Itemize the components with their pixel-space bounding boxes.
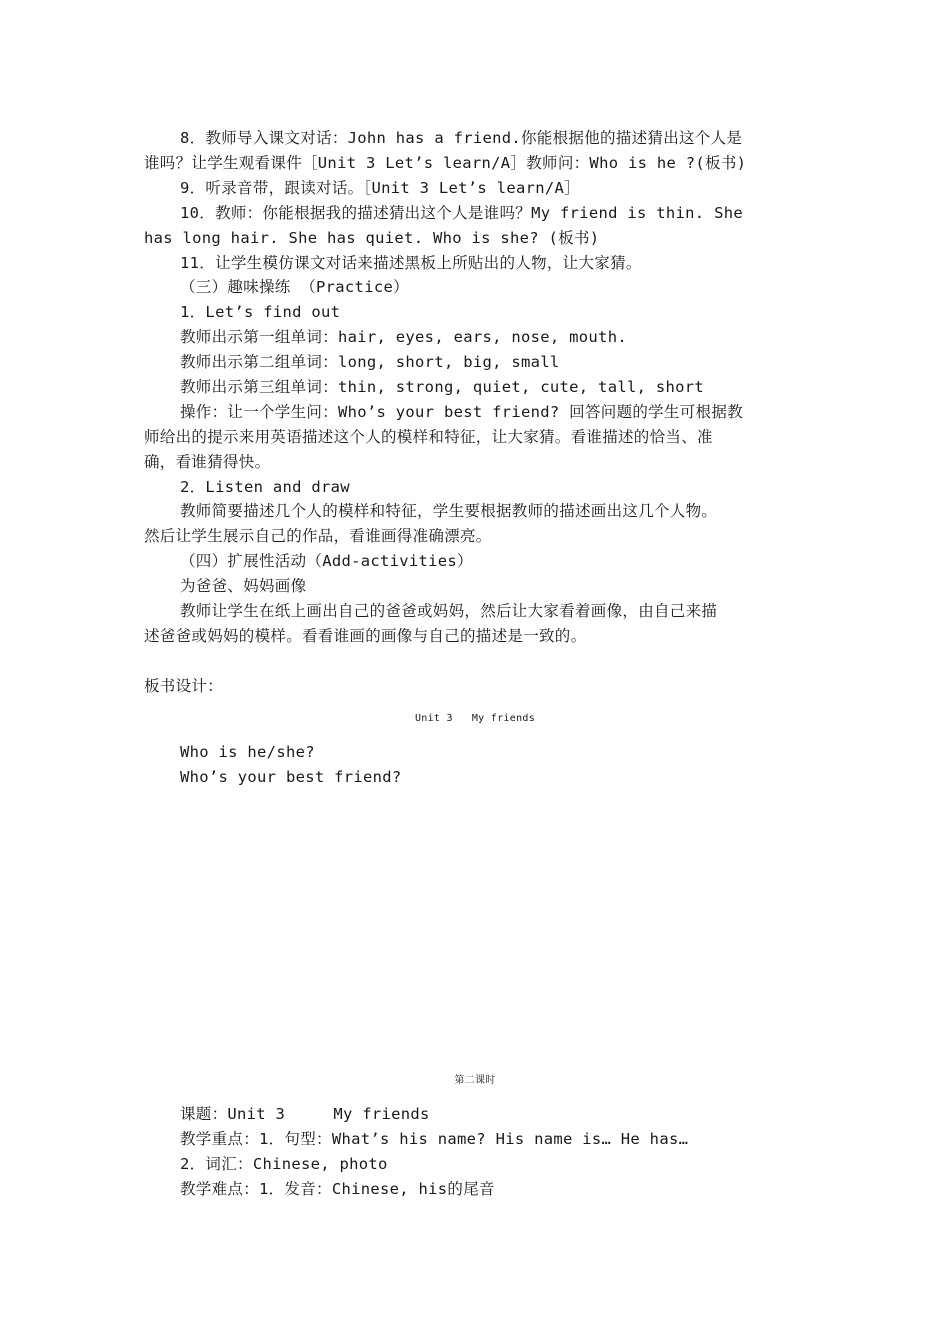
section-heading: （三）趣味操练 （Practice） (180, 278, 409, 296)
key-points: 教学重点：1．句型：What’s his name? His name is… He has… (180, 1130, 689, 1148)
activity-title: 1．Let’s find out (180, 303, 341, 321)
paragraph-line: 10．教师：你能根据我的描述猜出这个人是谁吗？My friend is thin. She (180, 204, 743, 222)
paragraph-line: 9．听录音带，跟读对话。［Unit 3 Let’s learn/A］ (180, 179, 580, 197)
paragraph-line: 谁吗？让学生观看课件［Unit 3 Let’s learn/A］教师问：Who is he ?(板书) (144, 154, 747, 172)
board-heading: 板书设计： (144, 677, 224, 695)
activity-title: 为爸爸、妈妈画像 (180, 577, 307, 595)
paragraph-line: 教师出示第一组单词：hair, eyes, ears, nose, mouth. (180, 328, 627, 346)
paragraph-line: 教师让学生在纸上画出自己的爸爸或妈妈，然后让大家看着画像，由自己来描 (180, 602, 718, 620)
paragraph-line: 教师出示第三组单词：thin, strong, quiet, cute, tall, short (180, 378, 705, 396)
board-line: Who is he/she? (180, 743, 315, 761)
activity-title: 2．Listen and draw (180, 478, 350, 496)
paragraph-line: 教师简要描述几个人的模样和特征，学生要根据教师的描述画出这几个人物。 (180, 502, 718, 520)
paragraph-line: has long hair. She has quiet. Who is she? (板书) (144, 229, 600, 247)
section-heading: （四）扩展性活动（Add-activities） (180, 552, 473, 570)
lesson-title: 第二课时 (454, 1075, 496, 1086)
lesson-topic: 课题：Unit 3 My friends (180, 1105, 430, 1123)
vocabulary: 2．词汇：Chinese, photo (180, 1155, 388, 1173)
paragraph-line: 教师出示第二组单词：long, short, big, small (180, 353, 560, 371)
paragraph-line: 8．教师导入课文对话：John has a friend.你能根据他的描述猜出这个人是 (180, 129, 743, 147)
paragraph-line: 11．让学生模仿课文对话来描述黑板上所贴出的人物，让大家猜。 (180, 254, 642, 272)
paragraph-line: 师给出的提示来用英语描述这个人的模样和特征，让大家猜。看谁描述的恰当、准 (144, 428, 713, 446)
board-title: Unit 3 My friends (414, 713, 536, 724)
difficult-points: 教学难点：1．发音：Chinese, his的尾音 (180, 1180, 495, 1198)
paragraph-line: 操作：让一个学生问：Who’s your best friend? 回答问题的学生可根据教 (180, 403, 743, 421)
paragraph-line: 述爸爸或妈妈的模样。看看谁画的画像与自己的描述是一致的。 (144, 627, 587, 645)
paragraph-line: 确，看谁猜得快。 (144, 453, 271, 471)
paragraph-line: 然后让学生展示自己的作品，看谁画得准确漂亮。 (144, 527, 492, 545)
board-line: Who’s your best friend? (180, 768, 402, 786)
